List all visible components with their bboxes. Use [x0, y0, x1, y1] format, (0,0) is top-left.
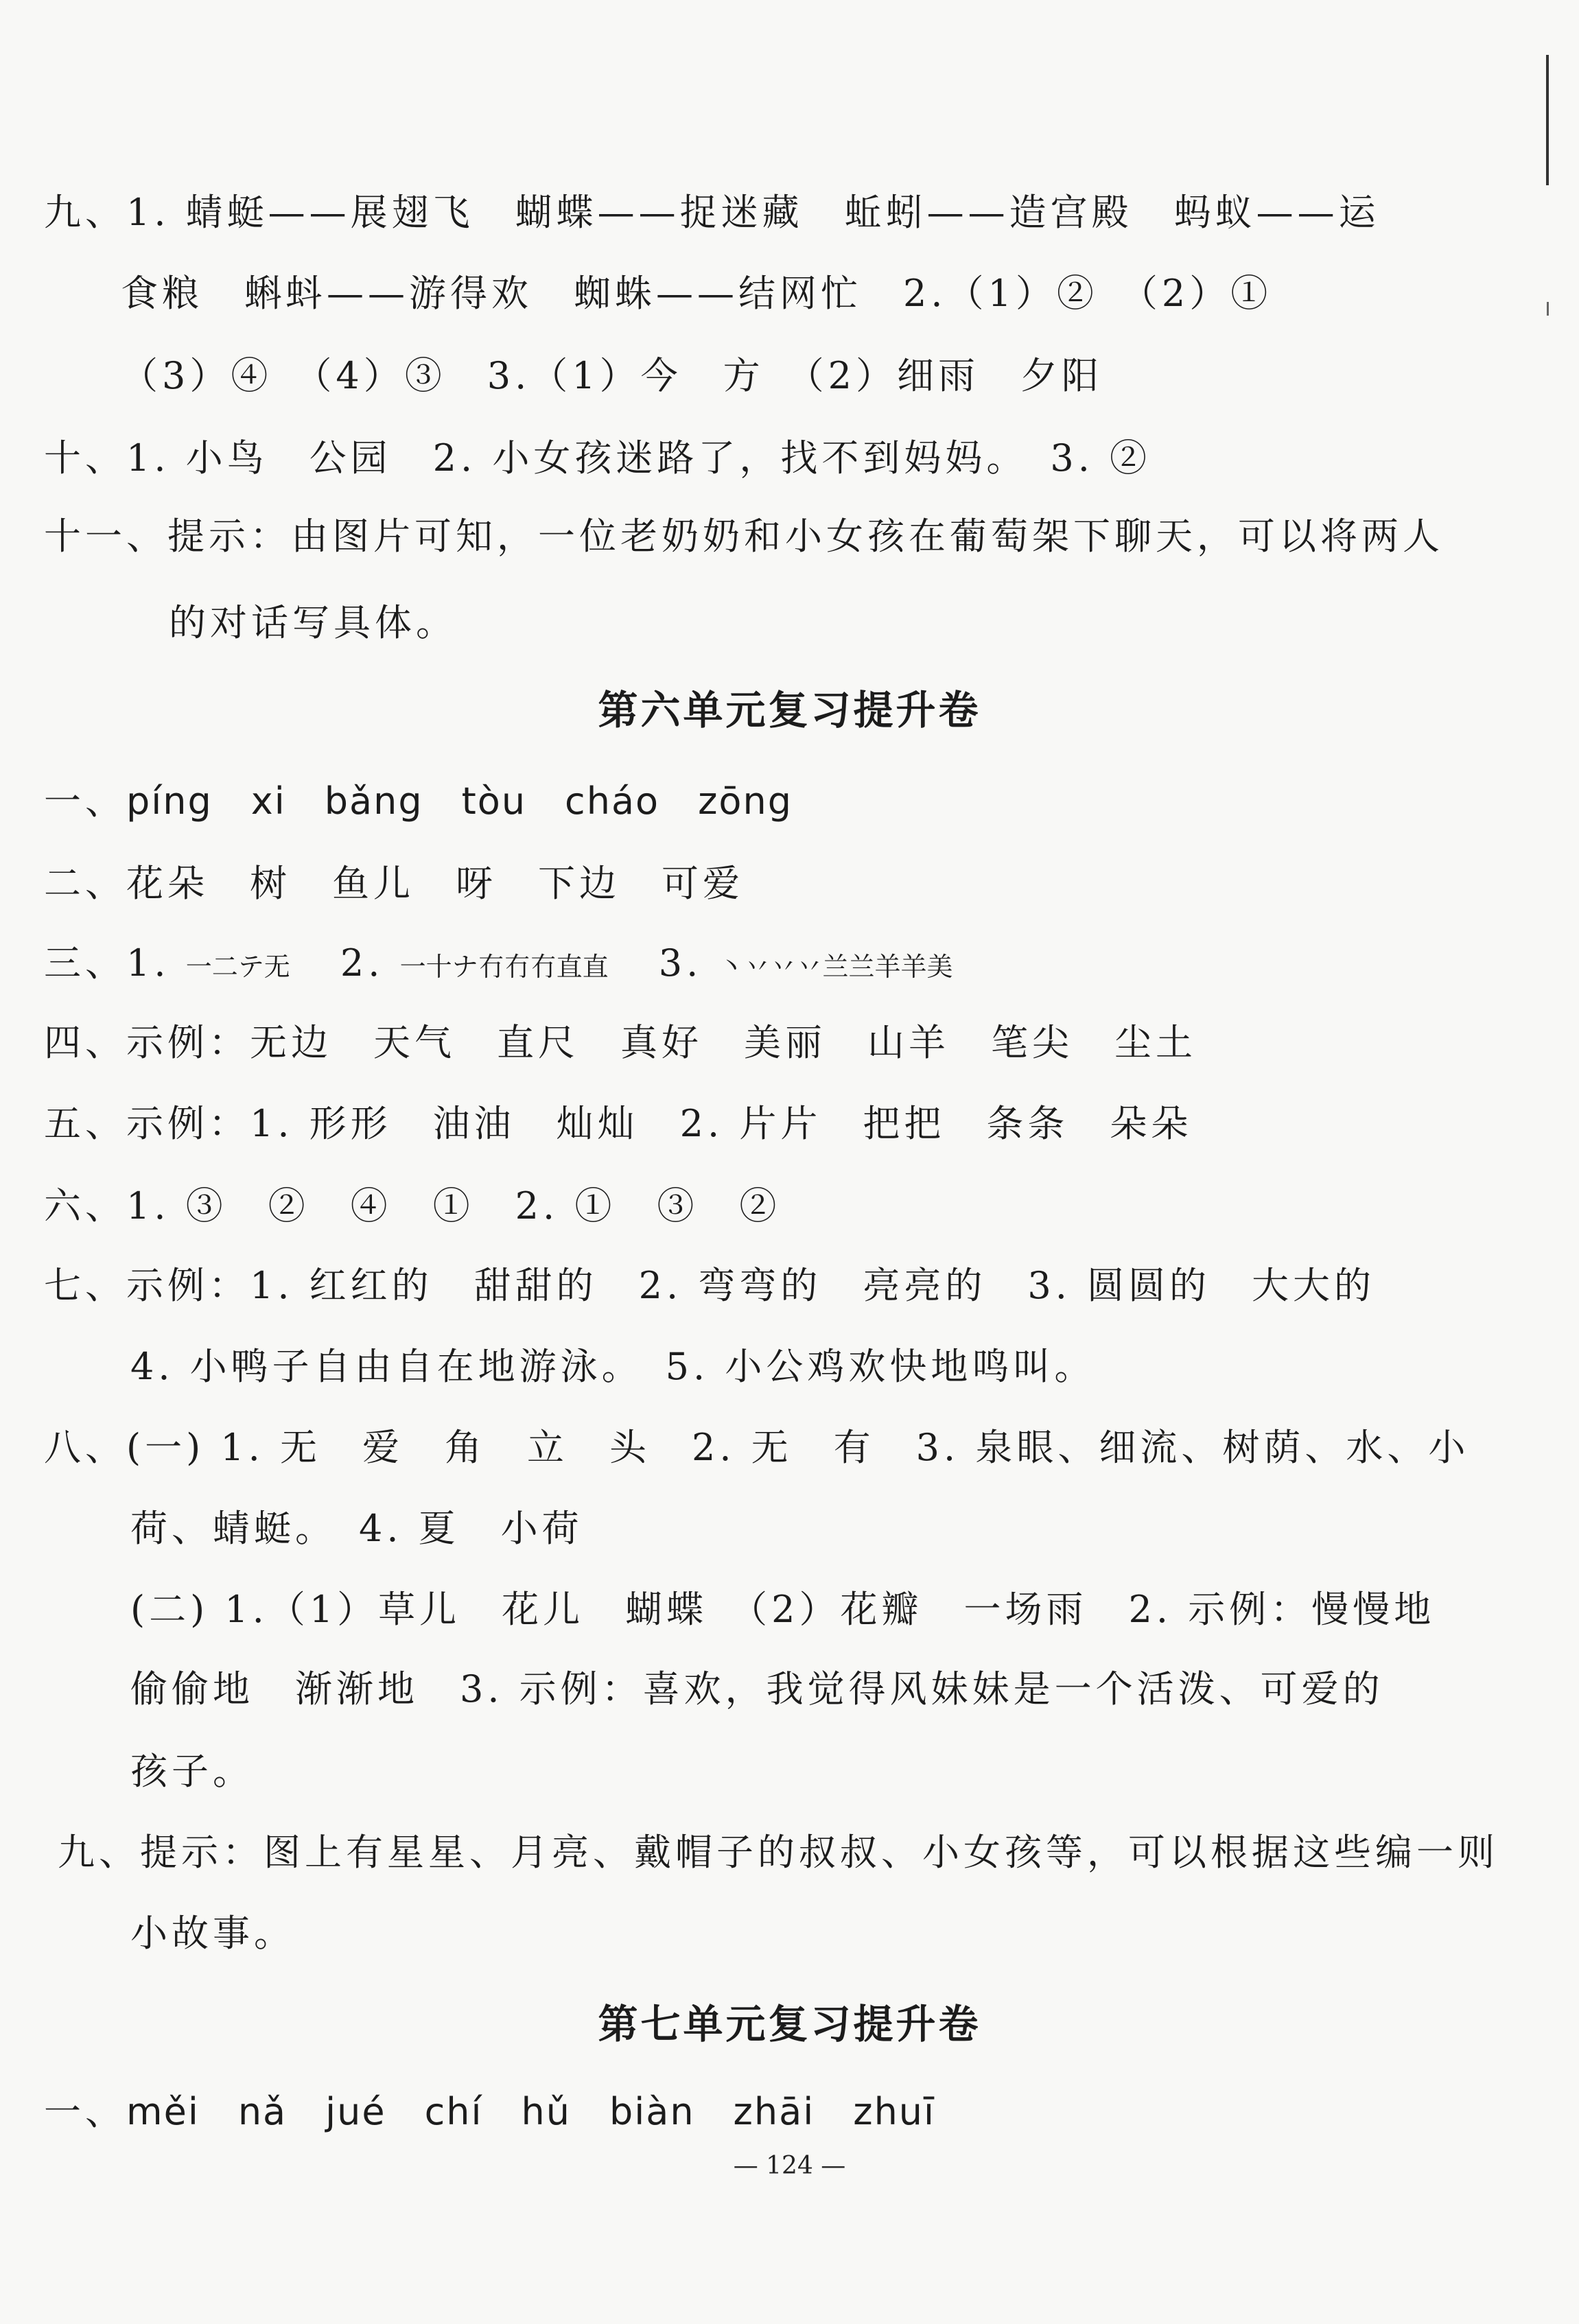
- answer-text: 十一、提示：由图片可知，一位老奶奶和小女孩在葡萄架下聊天，可以将两人: [44, 515, 1444, 558]
- answer-line: [121, 266, 1272, 321]
- answer-line: [44, 936, 953, 994]
- answer-line: [130, 1339, 1095, 1394]
- pinyin-answers: píng xi bǎng tòu cháo zōng: [126, 779, 793, 823]
- answer-line: [44, 1258, 1375, 1313]
- answer-line: [44, 1179, 780, 1234]
- stroke-order: 一二テ无: [185, 952, 290, 982]
- answer-text: 偷偷地 渐渐地 3. 示例：喜欢，我觉得风妹妹是一个活泼、可爱的: [130, 1667, 1384, 1711]
- answer-text: 的对话写具体。: [169, 601, 457, 644]
- answer-line: [44, 509, 1444, 564]
- answer-line: [169, 596, 457, 650]
- answer-line: [44, 1096, 1192, 1151]
- answer-text: 五、示例：1. 形形 油油 灿灿 2. 片片 把把 条条 朵朵: [44, 1102, 1193, 1145]
- question-number: 三、1.: [44, 941, 170, 985]
- answer-line: [44, 1420, 1469, 1475]
- question-number: 2.: [340, 941, 384, 985]
- answer-line: [44, 2085, 935, 2139]
- question-number: 3.: [658, 941, 703, 985]
- answer-text: 十、1. 小鸟 公园 2. 小女孩迷路了，找不到妈妈。 3. ②: [44, 436, 1151, 480]
- stroke-order: 一十ナ冇冇冇直直: [399, 952, 609, 982]
- unit-6-title: 第六单元复习提升卷: [598, 687, 981, 733]
- answer-text: 孩子。: [130, 1750, 254, 1793]
- answer-line: [130, 1744, 254, 1799]
- answer-text: 四、示例：无边 天气 直尺 真好 美丽 山羊 笔尖 尘土: [44, 1021, 1197, 1064]
- answer-text: 七、示例：1. 红红的 甜甜的 2. 弯弯的 亮亮的 3. 圆圆的 大大的: [44, 1264, 1376, 1307]
- answer-text: 荷、蜻蜓。 4. 夏 小荷: [130, 1507, 583, 1550]
- answer-text: 八、(一) 1. 无 爱 角 立 头 2. 无 有 3. 泉眼、细流、树荫、水、小: [44, 1426, 1470, 1469]
- answer-line: [130, 1582, 1435, 1637]
- answer-line: [44, 431, 1151, 486]
- answer-line: [130, 1501, 583, 1556]
- answer-line: [130, 1662, 1384, 1717]
- answer-line: [44, 774, 793, 829]
- answer-line: [121, 349, 1103, 403]
- answer-text: 六、1. ③ ② ④ ① 2. ① ③ ②: [44, 1184, 781, 1228]
- answer-text: （3）④ （4）③ 3.（1）今 方 （2）细雨 夕阳: [121, 354, 1103, 397]
- answer-line: [44, 856, 744, 911]
- page-edge-mark-small: [1547, 302, 1549, 316]
- answer-text: 九、1. 蜻蜓——展翅飞 蝴蝶——捉迷藏 蚯蚓——造宫殿 蚂蚁——运: [44, 191, 1380, 234]
- answer-text: (二) 1.（1）草儿 花儿 蝴蝶 （2）花瓣 一场雨 2. 示例：慢慢地: [130, 1588, 1436, 1631]
- answer-line: [44, 185, 1380, 240]
- page-edge-mark: [1546, 55, 1549, 185]
- answer-text: 4. 小鸭子自由自在地游泳。 5. 小公鸡欢快地鸣叫。: [130, 1345, 1096, 1388]
- pinyin-answers: měi nǎ jué chí hǔ biàn zhāi zhuī: [126, 2090, 936, 2133]
- answer-text: 九、提示：图上有星星、月亮、戴帽子的叔叔、小女孩等，可以根据这些编一则: [58, 1831, 1499, 1874]
- answer-text: 二、花朵 树 鱼儿 呀 下边 可爱: [44, 862, 744, 905]
- answer-line: [58, 1825, 1499, 1880]
- answer-text: 食粮 蝌蚪——游得欢 蜘蛛——结网忙 2.（1）② （2）①: [121, 272, 1272, 315]
- answer-line: [130, 1906, 295, 1961]
- page-number: — 124 —: [733, 2152, 846, 2180]
- stroke-order: 丶丷丷丷兰兰羊羊美: [718, 952, 953, 982]
- answer-text: 小故事。: [130, 1912, 295, 1955]
- question-number: 一、: [44, 779, 126, 823]
- unit-7-title: 第七单元复习提升卷: [598, 2001, 981, 2047]
- answer-line: [44, 1016, 1197, 1070]
- question-number: 一、: [44, 2090, 126, 2133]
